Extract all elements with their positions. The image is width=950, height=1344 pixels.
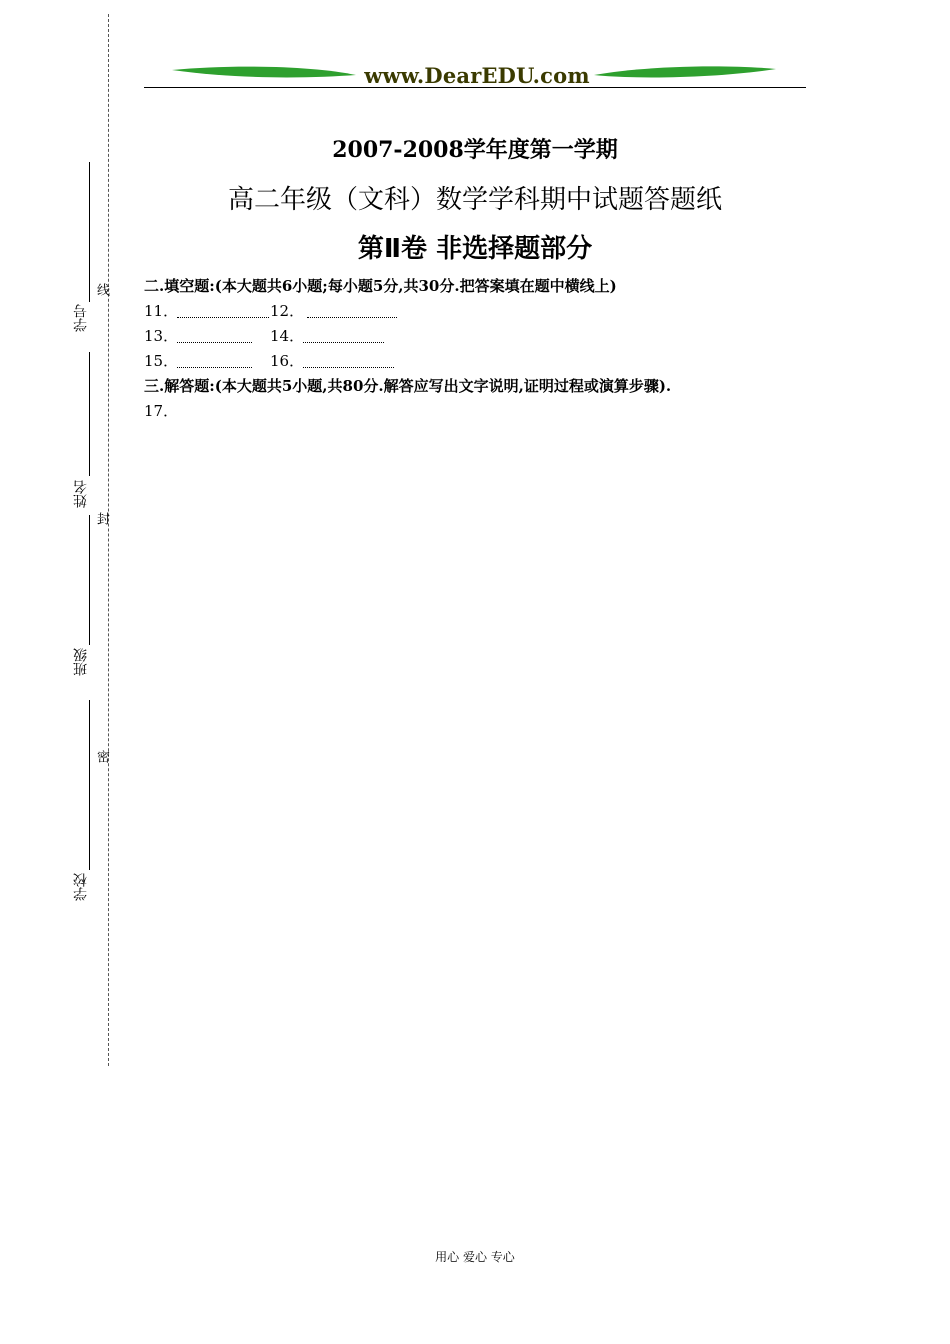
solution-section-heading: 三.解答题:(本大题共5小题,共80分.解答应写出文字说明,证明过程或演算步骤). — [144, 377, 672, 395]
answer-blank-16[interactable] — [303, 367, 394, 368]
seal-mark-mi: 密 — [94, 750, 109, 763]
answer-blank-15[interactable] — [177, 367, 252, 368]
question-number: 15． — [144, 352, 179, 370]
student-id-label: 学号 — [73, 304, 89, 332]
answer-blank-12[interactable] — [307, 317, 397, 318]
question-number: 14． — [270, 327, 305, 345]
name-line — [89, 515, 90, 645]
answer-blank-11[interactable] — [177, 317, 269, 318]
class-label: 班级 — [73, 648, 89, 676]
banner-url-text: www.DearEDU.com — [364, 63, 590, 88]
school-label: 学校 — [73, 873, 89, 901]
seal-mark-xian: 线 — [94, 283, 109, 296]
question-number: 11． — [144, 302, 179, 320]
seal-mark-feng: 封 — [94, 512, 109, 525]
answer-blank-14[interactable] — [303, 342, 384, 343]
name-label: 姓名 — [73, 480, 89, 508]
name-line-upper — [89, 352, 90, 476]
class-line — [89, 700, 90, 870]
answer-row-3 — [144, 351, 444, 371]
header-rule — [144, 87, 806, 88]
exam-part-title: 第Ⅱ卷 非选择题部分 — [357, 234, 593, 264]
question-17-number: 17． — [144, 402, 179, 420]
fill-in-section-heading: 二.填空题:(本大题共6小题;每小题5分,共30分.把答案填在题中横线上) — [144, 277, 617, 295]
binding-dotted-line — [108, 14, 109, 1066]
question-number: 13． — [144, 327, 179, 345]
answer-row-1 — [144, 301, 444, 321]
answer-blank-13[interactable] — [177, 342, 252, 343]
question-number: 16． — [270, 352, 305, 370]
page-footer: 用心 爱心 专心 — [435, 1250, 515, 1264]
question-number: 12． — [270, 302, 305, 320]
exam-main-title: 高二年级（文科）数学学科期中试题答题纸 — [227, 185, 722, 215]
answer-row-2 — [144, 326, 444, 346]
exam-year-title: 2007-2008学年度第一学期 — [332, 137, 618, 163]
